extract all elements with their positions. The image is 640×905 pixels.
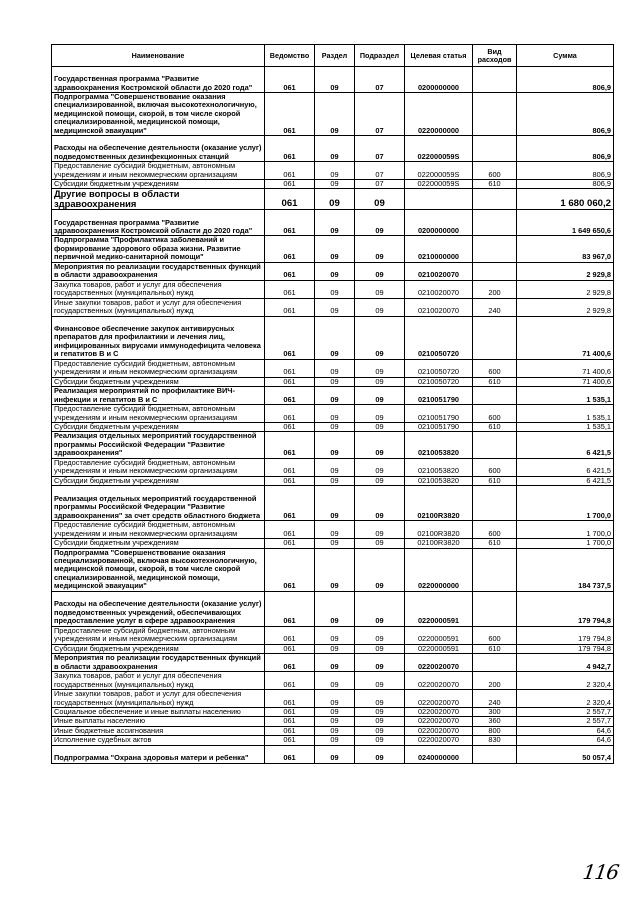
- header-name: Наименование: [52, 45, 265, 67]
- exptype-cell: [473, 486, 517, 521]
- section-cell: 09: [315, 476, 355, 485]
- section-cell: 09: [315, 262, 355, 280]
- target-cell: 0220000000: [405, 548, 473, 591]
- section-cell: 09: [315, 717, 355, 726]
- sum-cell: 71 400,6: [517, 316, 614, 359]
- sum-cell: 71 400,6: [517, 377, 614, 386]
- name-cell: Предоставление субсидий бюджетным, автономным учреждениям и иным некоммерческим организациям: [52, 458, 265, 476]
- dept-cell: 061: [265, 67, 315, 93]
- name-cell: Подпрограмма "Совершенствование оказания специализированной, включая высокотехнологичную, медицинской помощи, скорой, в том числе скорой специализированной, медицинской помощи, медицинской эвакуации": [52, 548, 265, 591]
- table-row: [52, 236, 614, 262]
- dept-cell: 061: [265, 707, 315, 716]
- name-cell: Предоставление субсидий бюджетным, автономным учреждениям и иным некоммерческим организациям: [52, 162, 265, 180]
- table-row: [52, 548, 614, 591]
- subsection-cell: 09: [355, 236, 405, 262]
- target-cell: 022000059S: [405, 162, 473, 180]
- sum-cell: 1 700,0: [517, 486, 614, 521]
- sum-cell: 64,6: [517, 736, 614, 745]
- exptype-cell: 610: [473, 377, 517, 386]
- target-cell: 0210053820: [405, 476, 473, 485]
- target-cell: [405, 189, 473, 210]
- name-cell: Подпрограмма "Профилактика заболеваний и формирование здорового образа жизни. Развитие первичной медико-санитарной помощи": [52, 236, 265, 262]
- name-cell: Социальное обеспечение и иные выплаты населению: [52, 707, 265, 716]
- dept-cell: 061: [265, 210, 315, 236]
- table-row: [52, 93, 614, 136]
- sum-cell: 83 967,0: [517, 236, 614, 262]
- name-cell: Исполнение судебных актов: [52, 736, 265, 745]
- section-cell: 09: [315, 726, 355, 735]
- sum-cell: 179 794,8: [517, 644, 614, 653]
- section-cell: 09: [315, 236, 355, 262]
- sum-cell: 50 057,4: [517, 745, 614, 763]
- dept-cell: 061: [265, 548, 315, 591]
- target-cell: 0220000591: [405, 591, 473, 626]
- subsection-cell: 07: [355, 93, 405, 136]
- table-row: [52, 458, 614, 476]
- sum-cell: 64,6: [517, 726, 614, 735]
- target-cell: 022000059S: [405, 136, 473, 162]
- exptype-cell: 610: [473, 539, 517, 548]
- dept-cell: 061: [265, 136, 315, 162]
- target-cell: 0220020070: [405, 717, 473, 726]
- exptype-cell: 240: [473, 689, 517, 707]
- table-row: [52, 745, 614, 763]
- section-cell: 09: [315, 210, 355, 236]
- subsection-cell: 09: [355, 548, 405, 591]
- section-cell: 09: [315, 671, 355, 689]
- sum-cell: 2 929,8: [517, 280, 614, 298]
- sum-cell: 1 680 060,2: [517, 189, 614, 210]
- name-cell: Предоставление субсидий бюджетным, автономным учреждениям и иным некоммерческим организациям: [52, 521, 265, 539]
- name-cell: Финансовое обеспечение закупок антивирусных препаратов для профилактики и лечения лиц, инфицированных вирусами иммунодефицита человека и гепатитов В и С: [52, 316, 265, 359]
- subsection-cell: 09: [355, 189, 405, 210]
- subsection-cell: 09: [355, 458, 405, 476]
- subsection-cell: 09: [355, 689, 405, 707]
- table-row: [52, 476, 614, 485]
- dept-cell: 061: [265, 458, 315, 476]
- subsection-cell: 09: [355, 387, 405, 405]
- name-cell: Субсидии бюджетным учреждениям: [52, 377, 265, 386]
- subsection-cell: 09: [355, 539, 405, 548]
- dept-cell: 061: [265, 93, 315, 136]
- table-row: [52, 539, 614, 548]
- target-cell: 0210020070: [405, 262, 473, 280]
- sum-cell: 806,9: [517, 136, 614, 162]
- target-cell: 0220020070: [405, 707, 473, 716]
- name-cell: Предоставление субсидий бюджетным, автономным учреждениям и иным некоммерческим организациям: [52, 626, 265, 644]
- subsection-cell: 09: [355, 405, 405, 423]
- name-cell: Реализация отдельных мероприятий государственной программы Российской Федерации "Развитие здравоохранения" за счет средств областного бюджета: [52, 486, 265, 521]
- name-cell: Субсидии бюджетным учреждениям: [52, 644, 265, 653]
- table-row: [52, 671, 614, 689]
- exptype-cell: [473, 548, 517, 591]
- dept-cell: 061: [265, 591, 315, 626]
- target-cell: 0210050720: [405, 359, 473, 377]
- exptype-cell: [473, 93, 517, 136]
- section-cell: 09: [315, 136, 355, 162]
- exptype-cell: 600: [473, 458, 517, 476]
- subsection-cell: 09: [355, 262, 405, 280]
- section-cell: 09: [315, 458, 355, 476]
- section-cell: 09: [315, 180, 355, 189]
- subsection-cell: 09: [355, 726, 405, 735]
- header-sum: Сумма: [517, 45, 614, 67]
- table-row: [52, 387, 614, 405]
- dept-cell: 061: [265, 539, 315, 548]
- name-cell: Предоставление субсидий бюджетным, автономным учреждениям и иным некоммерческим организациям: [52, 405, 265, 423]
- table-row: [52, 423, 614, 432]
- table-row: [52, 486, 614, 521]
- sum-cell: 2 557,7: [517, 717, 614, 726]
- subsection-cell: 09: [355, 521, 405, 539]
- dept-cell: 061: [265, 180, 315, 189]
- target-cell: 0200000000: [405, 210, 473, 236]
- exptype-cell: [473, 189, 517, 210]
- exptype-cell: [473, 262, 517, 280]
- exptype-cell: [473, 432, 517, 458]
- dept-cell: 061: [265, 405, 315, 423]
- section-cell: 09: [315, 298, 355, 316]
- name-cell: Другие вопросы в области здравоохранения: [52, 189, 265, 210]
- table-row: [52, 262, 614, 280]
- target-cell: 0210053820: [405, 458, 473, 476]
- exptype-cell: 600: [473, 359, 517, 377]
- target-cell: 0220000591: [405, 644, 473, 653]
- name-cell: Расходы на обеспечение деятельности (оказание услуг) подведомственных дезинфекционных станций: [52, 136, 265, 162]
- table-row: [52, 162, 614, 180]
- table-row: [52, 210, 614, 236]
- subsection-cell: 09: [355, 280, 405, 298]
- subsection-cell: 09: [355, 316, 405, 359]
- exptype-cell: [473, 316, 517, 359]
- section-cell: 09: [315, 280, 355, 298]
- name-cell: Закупка товаров, работ и услуг для обеспечения государственных (муниципальных) нужд: [52, 671, 265, 689]
- dept-cell: 061: [265, 521, 315, 539]
- dept-cell: 061: [265, 298, 315, 316]
- dept-cell: 061: [265, 486, 315, 521]
- sum-cell: 2 929,8: [517, 298, 614, 316]
- table-row: [52, 521, 614, 539]
- sum-cell: 6 421,5: [517, 476, 614, 485]
- page-number: 116: [581, 860, 620, 884]
- budget-table: [51, 44, 614, 764]
- section-cell: 09: [315, 548, 355, 591]
- name-cell: Подпрограмма "Совершенствование оказания специализированной, включая высокотехнологичную, медицинской помощи, скорой, в том числе скорой специализированной, медицинской помощи, медицинской эвакуации": [52, 93, 265, 136]
- section-cell: 09: [315, 432, 355, 458]
- subsection-cell: 07: [355, 162, 405, 180]
- table-header: [52, 45, 614, 67]
- table-row: [52, 736, 614, 745]
- section-cell: 09: [315, 707, 355, 716]
- section-cell: 09: [315, 591, 355, 626]
- subsection-cell: 09: [355, 707, 405, 716]
- subsection-cell: 09: [355, 298, 405, 316]
- name-cell: Подпрограмма "Охрана здоровья матери и ребенка": [52, 745, 265, 763]
- subsection-cell: 09: [355, 359, 405, 377]
- target-cell: 0220020070: [405, 671, 473, 689]
- target-cell: 0220000000: [405, 93, 473, 136]
- subsection-cell: 09: [355, 210, 405, 236]
- exptype-cell: 240: [473, 298, 517, 316]
- target-cell: 0220020070: [405, 689, 473, 707]
- table-body: [52, 67, 614, 764]
- sum-cell: 179 794,8: [517, 591, 614, 626]
- section-cell: 09: [315, 162, 355, 180]
- target-cell: 0210050720: [405, 377, 473, 386]
- dept-cell: 061: [265, 262, 315, 280]
- dept-cell: 061: [265, 162, 315, 180]
- table-row: [52, 377, 614, 386]
- exptype-cell: 600: [473, 162, 517, 180]
- table-row: [52, 359, 614, 377]
- section-cell: 09: [315, 93, 355, 136]
- sum-cell: 71 400,6: [517, 359, 614, 377]
- section-cell: 09: [315, 653, 355, 671]
- target-cell: 0210051790: [405, 405, 473, 423]
- subsection-cell: 09: [355, 591, 405, 626]
- section-cell: 09: [315, 423, 355, 432]
- table-row: [52, 280, 614, 298]
- dept-cell: 061: [265, 476, 315, 485]
- target-cell: 0210020070: [405, 298, 473, 316]
- exptype-cell: 200: [473, 280, 517, 298]
- section-cell: 09: [315, 387, 355, 405]
- table-row: [52, 189, 614, 210]
- header-section: Раздел: [315, 45, 355, 67]
- dept-cell: 061: [265, 387, 315, 405]
- target-cell: 02100R3820: [405, 521, 473, 539]
- table-row: [52, 653, 614, 671]
- target-cell: 0220000591: [405, 626, 473, 644]
- exptype-cell: 600: [473, 521, 517, 539]
- subsection-cell: 09: [355, 644, 405, 653]
- section-cell: 09: [315, 736, 355, 745]
- sum-cell: 806,9: [517, 162, 614, 180]
- section-cell: 09: [315, 644, 355, 653]
- name-cell: Субсидии бюджетным учреждениям: [52, 180, 265, 189]
- exptype-cell: 610: [473, 644, 517, 653]
- exptype-cell: 300: [473, 707, 517, 716]
- dept-cell: 061: [265, 423, 315, 432]
- exptype-cell: [473, 387, 517, 405]
- dept-cell: 061: [265, 236, 315, 262]
- target-cell: 0210020070: [405, 280, 473, 298]
- target-cell: 0240000000: [405, 745, 473, 763]
- dept-cell: 061: [265, 671, 315, 689]
- dept-cell: 061: [265, 432, 315, 458]
- exptype-cell: 600: [473, 626, 517, 644]
- target-cell: 0210050720: [405, 316, 473, 359]
- name-cell: Реализация отдельных мероприятий государственной программы Российской Федерации "Развитие здравоохранения": [52, 432, 265, 458]
- subsection-cell: 09: [355, 432, 405, 458]
- table-row: [52, 136, 614, 162]
- name-cell: Мероприятия по реализации государственных функций в области здравоохранения: [52, 262, 265, 280]
- subsection-cell: 09: [355, 717, 405, 726]
- sum-cell: 1 535,1: [517, 423, 614, 432]
- sum-cell: 806,9: [517, 180, 614, 189]
- target-cell: 0220020070: [405, 653, 473, 671]
- target-cell: 0210051790: [405, 423, 473, 432]
- dept-cell: 061: [265, 717, 315, 726]
- sum-cell: 1 535,1: [517, 405, 614, 423]
- exptype-cell: [473, 236, 517, 262]
- header-target: Целевая статья: [405, 45, 473, 67]
- exptype-cell: [473, 67, 517, 93]
- name-cell: Субсидии бюджетным учреждениям: [52, 476, 265, 485]
- subsection-cell: 07: [355, 136, 405, 162]
- subsection-cell: 09: [355, 626, 405, 644]
- dept-cell: 061: [265, 653, 315, 671]
- section-cell: 09: [315, 689, 355, 707]
- table-row: [52, 405, 614, 423]
- exptype-cell: 610: [473, 180, 517, 189]
- subsection-cell: 09: [355, 745, 405, 763]
- sum-cell: 179 794,8: [517, 626, 614, 644]
- name-cell: Иные бюджетные ассигнования: [52, 726, 265, 735]
- table-row: [52, 67, 614, 93]
- section-cell: 09: [315, 486, 355, 521]
- name-cell: Закупка товаров, работ и услуг для обеспечения государственных (муниципальных) нужд: [52, 280, 265, 298]
- exptype-cell: [473, 591, 517, 626]
- exptype-cell: 800: [473, 726, 517, 735]
- exptype-cell: [473, 210, 517, 236]
- sum-cell: 6 421,5: [517, 432, 614, 458]
- sum-cell: 1 535,1: [517, 387, 614, 405]
- dept-cell: 061: [265, 626, 315, 644]
- name-cell: Субсидии бюджетным учреждениям: [52, 423, 265, 432]
- sum-cell: 4 942,7: [517, 653, 614, 671]
- target-cell: 02100R3820: [405, 539, 473, 548]
- section-cell: 09: [315, 626, 355, 644]
- sum-cell: 806,9: [517, 67, 614, 93]
- section-cell: 09: [315, 67, 355, 93]
- header-dept: Ведомство: [265, 45, 315, 67]
- table-row: [52, 180, 614, 189]
- section-cell: 09: [315, 745, 355, 763]
- name-cell: Иные закупки товаров, работ и услуг для обеспечения государственных (муниципальных) нужд: [52, 298, 265, 316]
- subsection-cell: 09: [355, 423, 405, 432]
- subsection-cell: 07: [355, 180, 405, 189]
- exptype-cell: [473, 136, 517, 162]
- target-cell: 0220020070: [405, 736, 473, 745]
- section-cell: 09: [315, 316, 355, 359]
- name-cell: Мероприятия по реализации государственных функций в области здравоохранения: [52, 653, 265, 671]
- name-cell: Иные выплаты населению: [52, 717, 265, 726]
- section-cell: 09: [315, 521, 355, 539]
- name-cell: Расходы на обеспечение деятельности (оказание услуг) подведомственных учреждений, обеспечивающих предоставление услуг в сфере здравоохранения: [52, 591, 265, 626]
- exptype-cell: 610: [473, 476, 517, 485]
- exptype-cell: 610: [473, 423, 517, 432]
- target-cell: 022000059S: [405, 180, 473, 189]
- name-cell: Субсидии бюджетным учреждениям: [52, 539, 265, 548]
- dept-cell: 061: [265, 316, 315, 359]
- dept-cell: 061: [265, 189, 315, 210]
- exptype-cell: 200: [473, 671, 517, 689]
- exptype-cell: 360: [473, 717, 517, 726]
- name-cell: Предоставление субсидий бюджетным, автономным учреждениям и иным некоммерческим организациям: [52, 359, 265, 377]
- dept-cell: 061: [265, 745, 315, 763]
- subsection-cell: 09: [355, 671, 405, 689]
- section-cell: 09: [315, 539, 355, 548]
- section-cell: 09: [315, 359, 355, 377]
- dept-cell: 061: [265, 280, 315, 298]
- dept-cell: 061: [265, 736, 315, 745]
- target-cell: 0210051790: [405, 387, 473, 405]
- name-cell: Иные закупки товаров, работ и услуг для обеспечения государственных (муниципальных) нужд: [52, 689, 265, 707]
- dept-cell: 061: [265, 359, 315, 377]
- exptype-cell: 600: [473, 405, 517, 423]
- table-row: [52, 316, 614, 359]
- exptype-cell: [473, 745, 517, 763]
- sum-cell: 184 737,5: [517, 548, 614, 591]
- sum-cell: 2 929,8: [517, 262, 614, 280]
- dept-cell: 061: [265, 726, 315, 735]
- target-cell: 0200000000: [405, 67, 473, 93]
- table-row: [52, 717, 614, 726]
- table-row: [52, 298, 614, 316]
- table-row: [52, 707, 614, 716]
- table-row: [52, 726, 614, 735]
- target-cell: 0210053820: [405, 432, 473, 458]
- sum-cell: 2 320,4: [517, 671, 614, 689]
- sum-cell: 6 421,5: [517, 458, 614, 476]
- sum-cell: 806,9: [517, 93, 614, 136]
- subsection-cell: 09: [355, 486, 405, 521]
- section-cell: 09: [315, 377, 355, 386]
- subsection-cell: 07: [355, 67, 405, 93]
- sum-cell: 1 649 650,6: [517, 210, 614, 236]
- header-subsection: Подраздел: [355, 45, 405, 67]
- target-cell: 0220020070: [405, 726, 473, 735]
- table-row: [52, 591, 614, 626]
- name-cell: Реализация мероприятий по профилактике ВИЧ-инфекции и гепатитов В и С: [52, 387, 265, 405]
- subsection-cell: 09: [355, 736, 405, 745]
- subsection-cell: 09: [355, 377, 405, 386]
- subsection-cell: 09: [355, 653, 405, 671]
- sum-cell: 2 557,7: [517, 707, 614, 716]
- subsection-cell: 09: [355, 476, 405, 485]
- dept-cell: 061: [265, 644, 315, 653]
- exptype-cell: 830: [473, 736, 517, 745]
- table-row: [52, 432, 614, 458]
- sum-cell: 2 320,4: [517, 689, 614, 707]
- section-cell: 09: [315, 189, 355, 210]
- table-row: [52, 626, 614, 644]
- header-exptype: Вид расходов: [473, 45, 517, 67]
- name-cell: Государственная программа "Развитие здравоохранения Костромской области до 2020 года": [52, 67, 265, 93]
- sum-cell: 1 700,0: [517, 539, 614, 548]
- section-cell: 09: [315, 405, 355, 423]
- exptype-cell: [473, 653, 517, 671]
- table-row: [52, 644, 614, 653]
- name-cell: Государственная программа "Развитие здравоохранения Костромской области до 2020 года": [52, 210, 265, 236]
- table-row: [52, 689, 614, 707]
- target-cell: 02100R3820: [405, 486, 473, 521]
- target-cell: 0210000000: [405, 236, 473, 262]
- dept-cell: 061: [265, 377, 315, 386]
- sum-cell: 1 700,0: [517, 521, 614, 539]
- dept-cell: 061: [265, 689, 315, 707]
